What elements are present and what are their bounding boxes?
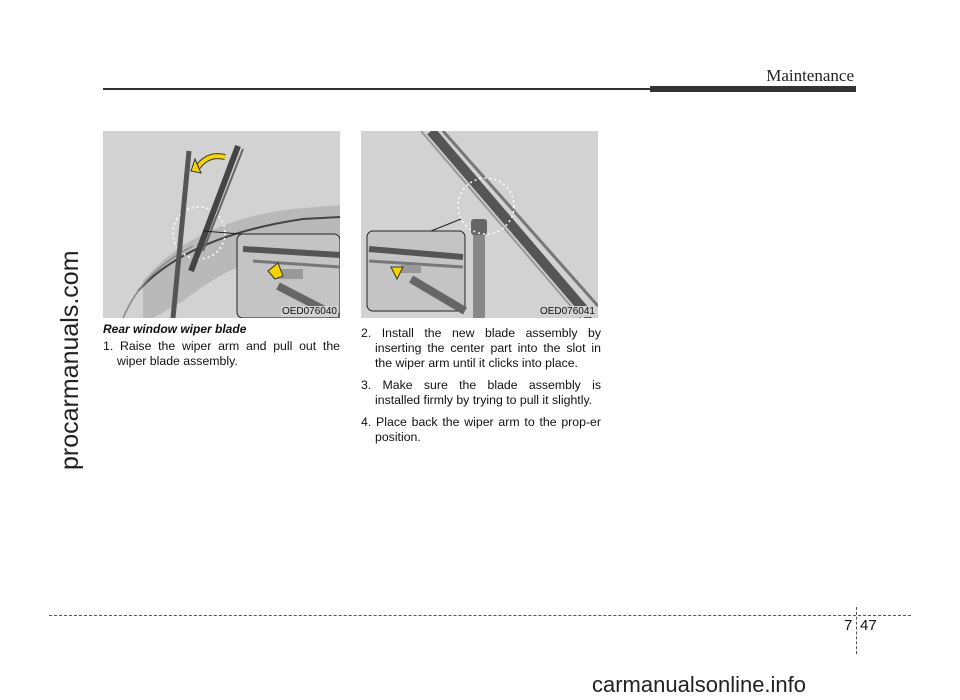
- right-column: [361, 326, 601, 452]
- header-section-title: Maintenance: [766, 66, 854, 85]
- left-column: [103, 322, 340, 376]
- side-watermark: procarmanuals.com: [56, 250, 84, 470]
- header-rule: [103, 88, 651, 90]
- page-number: 47: [860, 617, 877, 634]
- figure-rear-wiper-raise: [103, 131, 340, 318]
- rear-wiper-install-illustration: [361, 131, 598, 318]
- bottom-watermark: carmanualsonline.info: [592, 672, 807, 697]
- chapter-number: 7: [844, 617, 853, 634]
- step-3: 3. Make sure the blade assembly is installed firmly by trying to pull it slightly.: [361, 378, 601, 407]
- figure-rear-wiper-install: [361, 131, 598, 318]
- page-divider: [856, 607, 857, 654]
- rear-wiper-raise-illustration: [103, 131, 340, 318]
- section-heading: Rear window wiper blade: [103, 322, 247, 336]
- figure-code: OED076041: [539, 306, 595, 317]
- footer-dashed-rule: [49, 615, 911, 616]
- header-bar: [650, 86, 856, 92]
- step-4: 4. Place back the wiper arm to the prop-er position.: [361, 415, 601, 444]
- step-2: 2. Install the new blade assembly by inserting the center part into the slot in the wiper arm until it clicks into place.: [361, 326, 601, 370]
- figure-code: OED076040: [281, 306, 337, 317]
- step-1: 1. Raise the wiper arm and pull out the wiper blade assembly.: [103, 339, 340, 368]
